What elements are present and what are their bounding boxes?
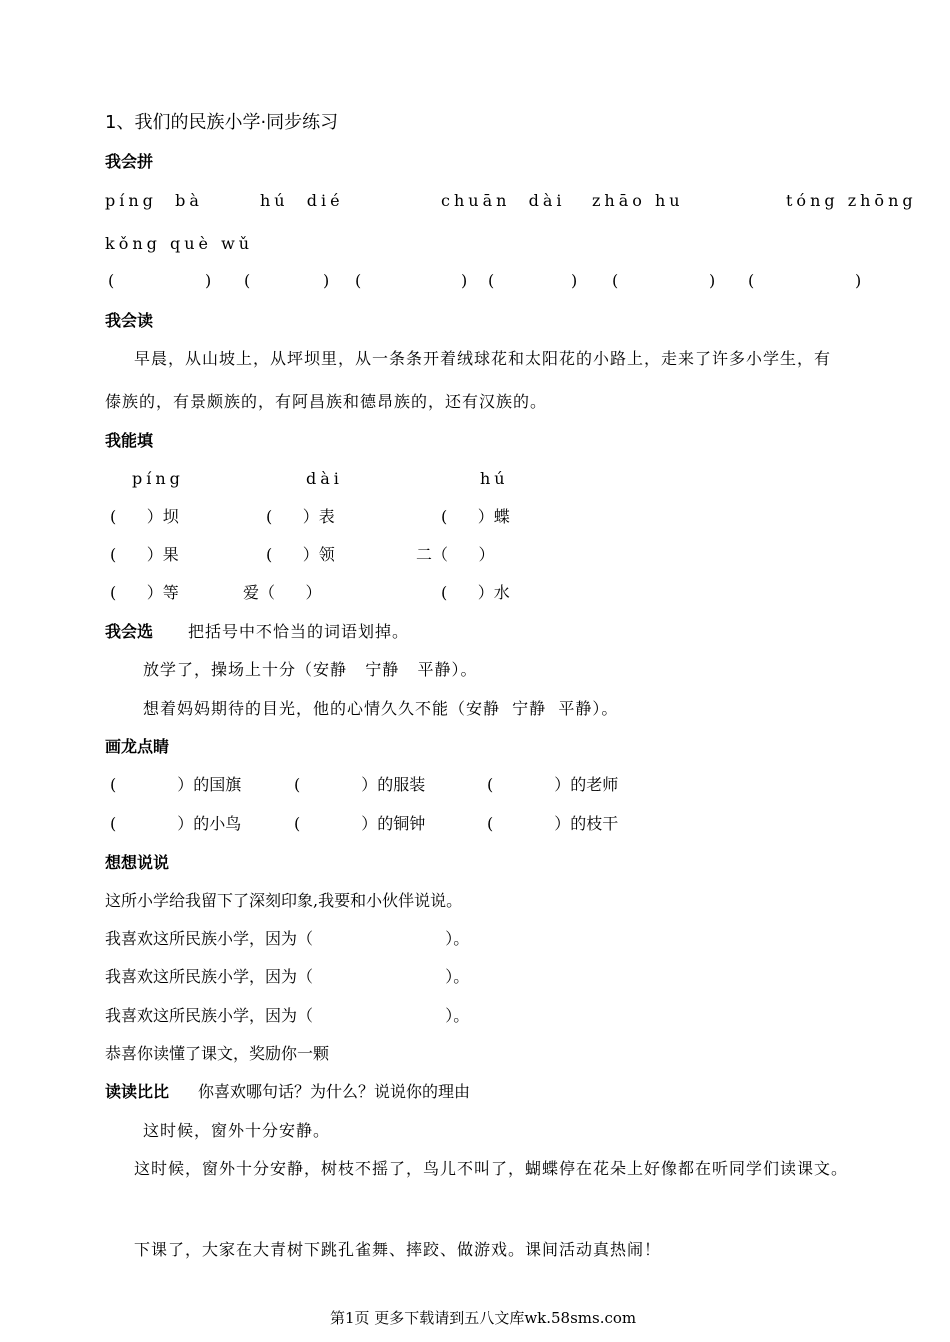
answer-bracket-open: (: [488, 271, 495, 290]
choose-sentence-1: 放学了，操场上十分（安静 宁静 平静）。: [143, 660, 478, 679]
section-heading-compare: 读读比比: [105, 1082, 170, 1101]
modifier-item: ( ）的老师: [487, 775, 619, 794]
pinyin-3: chuān dài: [441, 191, 566, 210]
section-heading-modifiers: 画龙点睛: [105, 737, 170, 756]
answer-bracket-close: ): [205, 271, 212, 290]
answer-bracket-close: ): [323, 271, 330, 290]
pinyin-1: píng bà: [105, 191, 203, 210]
page-title: 1、我们的民族小学·同步练习: [105, 112, 339, 133]
speak-line-1: 我喜欢这所民族小学，因为（ ）。: [105, 929, 470, 948]
fill-pinyin-1: píng: [132, 469, 184, 488]
compare-sentence-1: 这时候，窗外十分安静。: [143, 1121, 331, 1140]
pinyin-4: zhāo hu: [592, 191, 684, 210]
modifier-item: ( ）的国旗: [110, 775, 242, 794]
speak-line-2: 我喜欢这所民族小学，因为（ ）。: [105, 967, 470, 986]
fill-pinyin-3: hú: [480, 469, 509, 488]
compare-instruction: 你喜欢哪句话？为什么？说说你的理由: [198, 1082, 471, 1101]
choose-instruction: 把括号中不恰当的词语划掉。: [188, 622, 410, 641]
modifier-item: ( ）的服装: [294, 775, 426, 794]
fill-pinyin-2: dài: [306, 469, 343, 488]
modifier-item: ( ）的枝干: [487, 814, 619, 833]
pinyin-6: kǒng què wǔ: [105, 234, 254, 253]
pinyin-2: hú dié: [260, 191, 344, 210]
fill-item: 爱（ ）: [243, 583, 322, 602]
answer-bracket-open: (: [748, 271, 755, 290]
reading-paragraph-line-2: 傣族的，有景颇族的，有阿昌族和德昂族的，还有汉族的。: [105, 392, 548, 411]
answer-bracket-open: (: [244, 271, 251, 290]
answer-bracket-open: (: [108, 271, 115, 290]
answer-bracket-close: ): [461, 271, 468, 290]
fill-item: ( ）表: [266, 507, 335, 526]
modifier-item: ( ）的小鸟: [110, 814, 242, 833]
speak-line-3: 我喜欢这所民族小学，因为（ ）。: [105, 1006, 470, 1025]
compare-sentence-2: 这时候，窗外十分安静，树枝不摇了，鸟儿不叫了，蝴蝶停在花朵上好像都在听同学们读课文。: [134, 1159, 849, 1178]
section-heading-pinyin: 我会拼: [105, 152, 154, 171]
section-heading-choose: 我会选: [105, 622, 154, 641]
answer-bracket-close: ): [855, 271, 862, 290]
fill-item: ( ）坝: [110, 507, 179, 526]
answer-bracket-open: (: [612, 271, 619, 290]
reading-paragraph-line-1: 早晨，从山坡上，从坪坝里，从一条条开着绒球花和太阳花的小路上，走来了许多小学生，有: [134, 349, 832, 368]
pinyin-5: tóng zhōng: [786, 191, 917, 210]
modifier-item: ( ）的铜钟: [294, 814, 426, 833]
choose-sentence-2: 想着妈妈期待的目光，他的心情久久不能（安静 宁静 平静）。: [143, 699, 619, 718]
section-heading-fill: 我能填: [105, 431, 154, 450]
answer-bracket-close: ): [709, 271, 716, 290]
fill-item: ( ）水: [441, 583, 510, 602]
speak-intro: 这所小学给我留下了深刻印象,我要和小伙伴说说。: [105, 891, 463, 910]
answer-bracket-open: (: [355, 271, 362, 290]
compare-sentence-3: 下课了，大家在大青树下跳孔雀舞、摔跤、做游戏。课间活动真热闹！: [134, 1240, 662, 1259]
fill-item: ( ）等: [110, 583, 179, 602]
page-footer: 第1页 更多下载请到五八文库wk.58sms.com: [330, 1309, 637, 1327]
section-heading-read: 我会读: [105, 311, 154, 330]
fill-item: ( ）果: [110, 545, 179, 564]
answer-bracket-close: ): [571, 271, 578, 290]
reward-text: 恭喜你读懂了课文，奖励你一颗: [105, 1044, 330, 1063]
section-heading-speak: 想想说说: [105, 853, 170, 872]
fill-item: 二（ ）: [416, 545, 495, 564]
fill-item: ( ）蝶: [441, 507, 510, 526]
fill-item: ( ）领: [266, 545, 335, 564]
